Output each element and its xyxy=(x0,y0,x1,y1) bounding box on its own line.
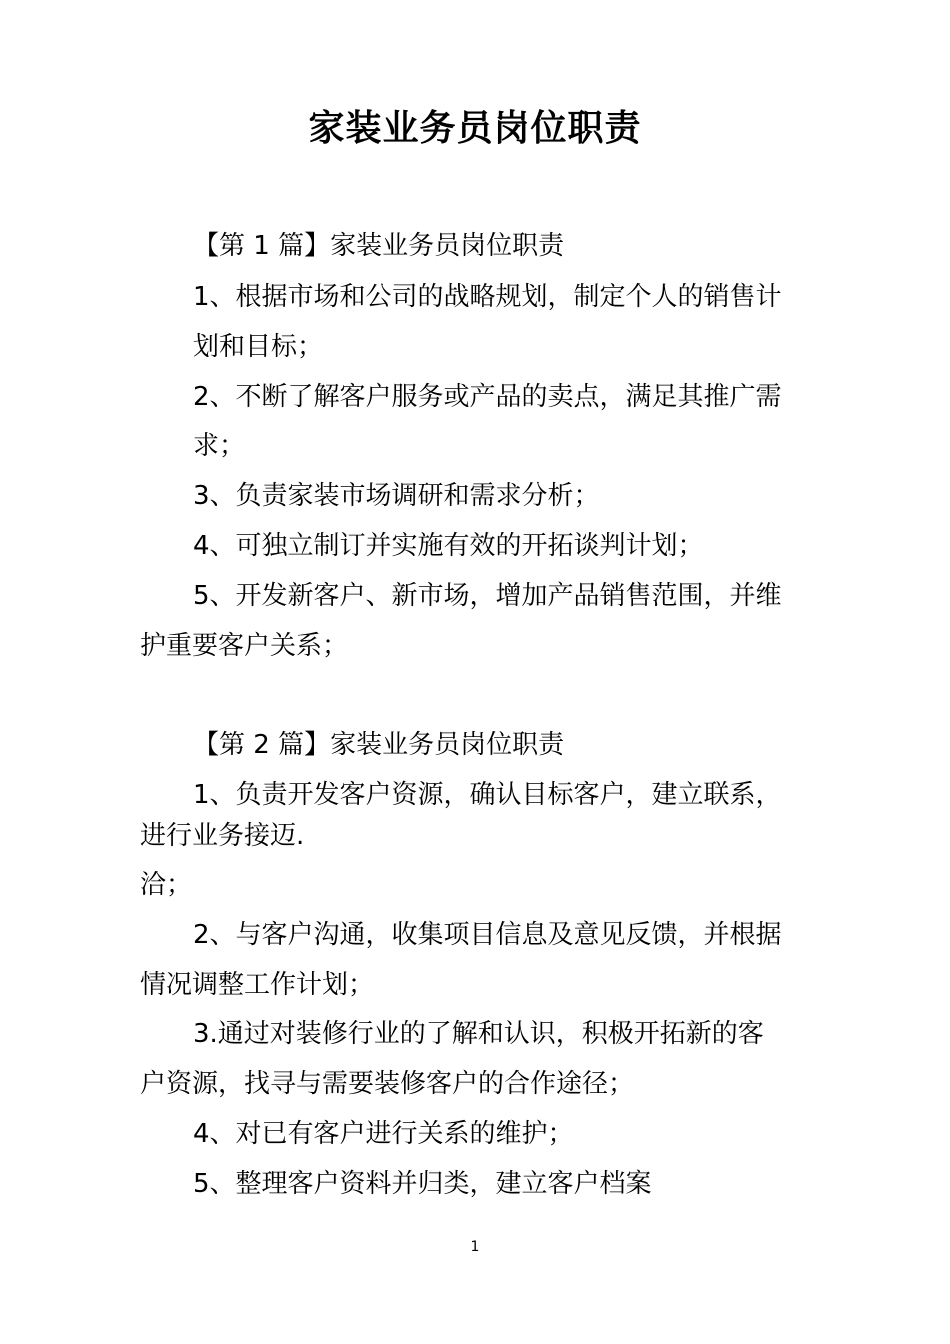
section-2-line: 洽； xyxy=(140,870,193,900)
section-1-line: 1、根据市场和公司的战略规划，制定个人的销售计 xyxy=(193,282,782,312)
section-1-line: 划和目标； xyxy=(193,332,324,362)
section-2-line: 3.通过对装修行业的了解和认识，积极开拓新的客 xyxy=(193,1019,764,1049)
section-2-line: 进行业务接迈. xyxy=(140,821,305,851)
section-2-line: 情况调整工作计划； xyxy=(140,970,375,1000)
section-2-line: 4、对已有客户进行关系的维护； xyxy=(193,1119,574,1149)
section-1-line: 求； xyxy=(193,431,246,461)
page-number: 1 xyxy=(470,1239,480,1255)
section-1-line: 护重要客户关系； xyxy=(140,631,349,661)
section-1-heading: 【第 1 篇】家装业务员岗位职责 xyxy=(193,231,565,261)
section-1-line: 4、可独立制订并实施有效的开拓谈判计划； xyxy=(193,531,704,561)
document-title: 家装业务员岗位职责 xyxy=(308,108,642,149)
section-1-line: 5、开发新客户、新市场，增加产品销售范围，并维 xyxy=(193,581,782,611)
section-2-line: 户资源，找寻与需要装修客户的合作途径； xyxy=(140,1069,635,1099)
section-2-line: 2、与客户沟通，收集项目信息及意见反馈，并根据 xyxy=(193,920,782,950)
section-1-line: 2、不断了解客户服务或产品的卖点，满足其推广需 xyxy=(193,382,782,412)
section-2-line: 5、整理客户资料并归类，建立客户档案 xyxy=(193,1169,652,1199)
section-2-line: 1、负责开发客户资源，确认目标客户，建立联系， xyxy=(193,780,782,810)
section-1-line: 3、负责家装市场调研和需求分析； xyxy=(193,481,600,511)
section-2-heading: 【第 2 篇】家装业务员岗位职责 xyxy=(193,730,565,760)
